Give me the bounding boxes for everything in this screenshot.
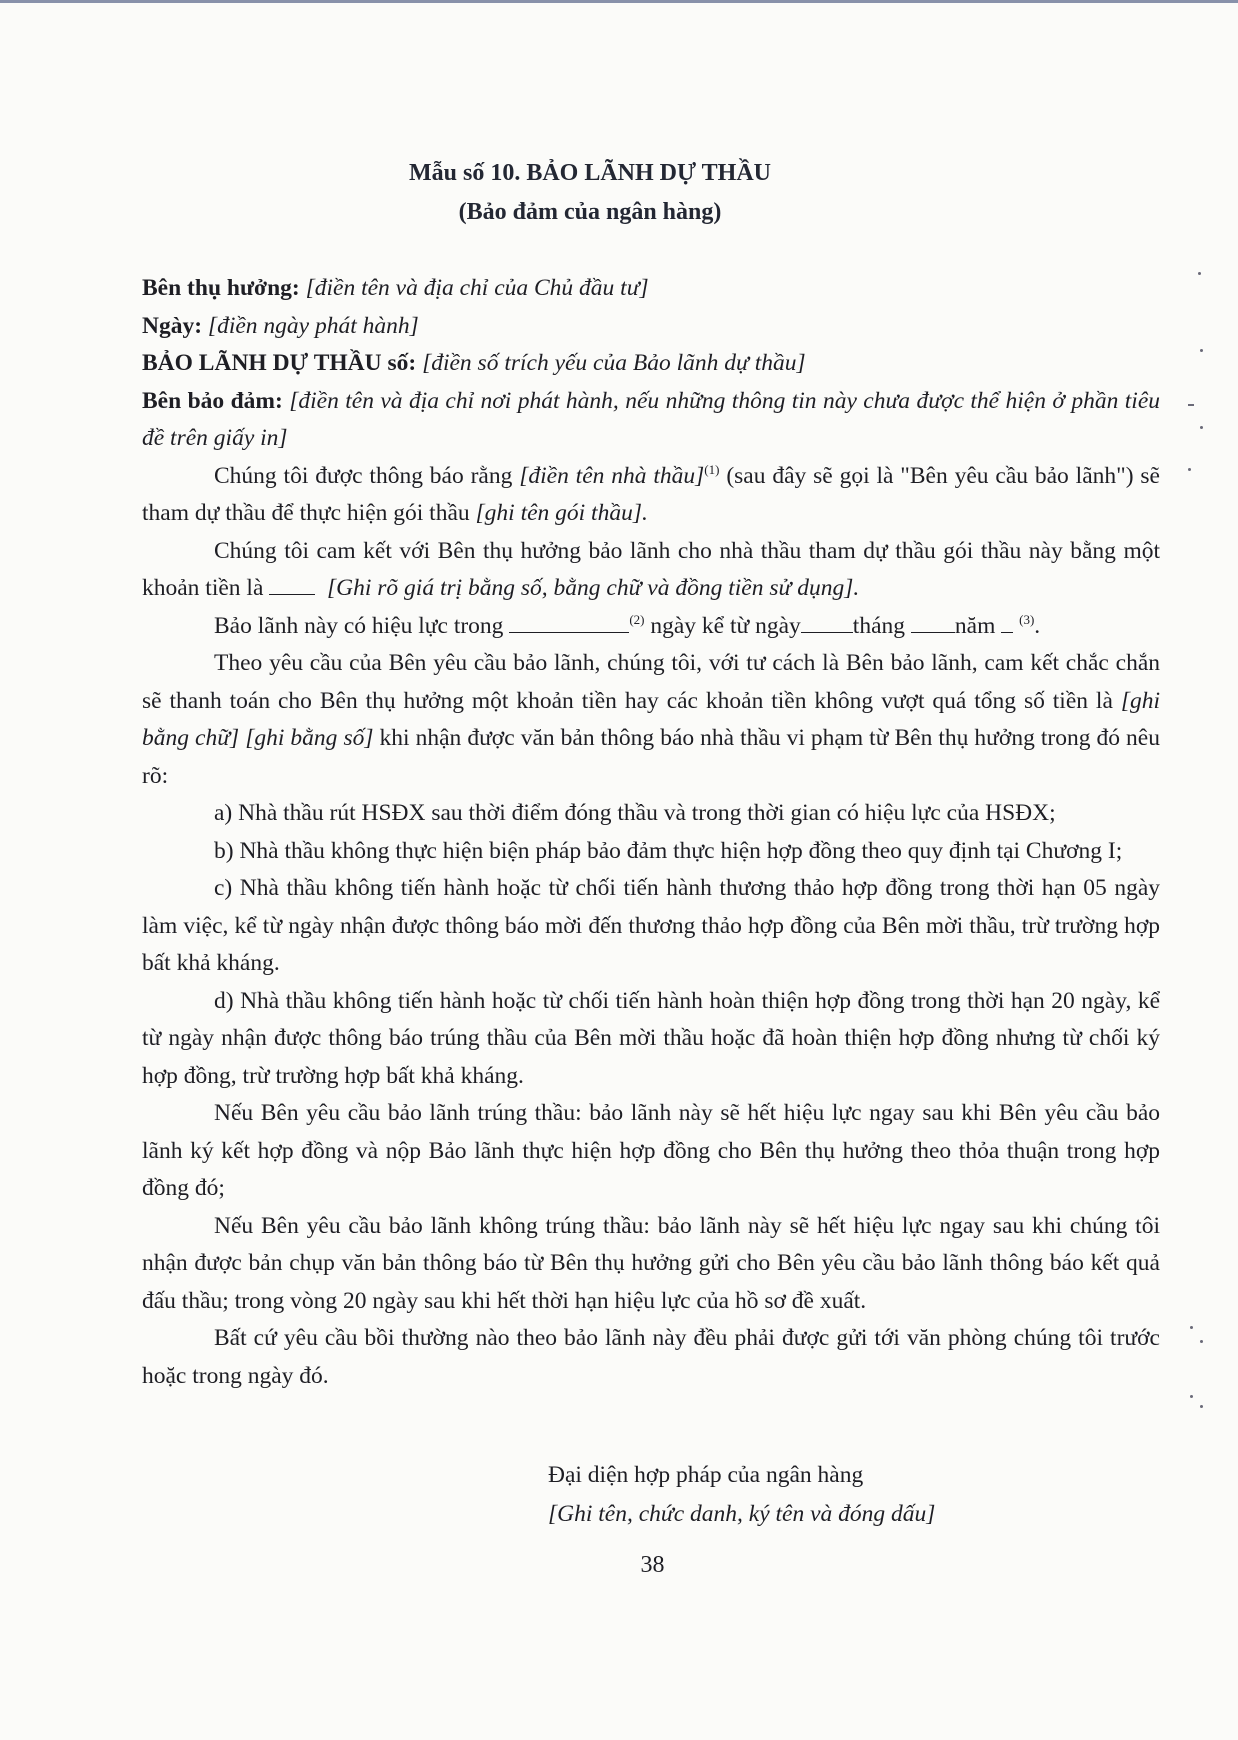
signature-title: Đại diện hợp pháp của ngân hàng [548, 1462, 864, 1488]
guarantee-number-label: BẢO LÃNH DỰ THẦU số: [142, 350, 417, 376]
violation-item-d: d) Nhà thầu không tiến hành hoặc từ chối tiến hành hoàn thiện hợp đồng trong thời hạn 20 ngày, kể từ ngày nhận được thông báo trúng thầu của Bên mời thầu hoặc đã hoàn thiện hợp đồng nhưng từ chối ký hợp đồng, trừ trường hợp bất khả kháng. [142, 987, 1160, 1089]
month-blank [911, 612, 955, 633]
claims-paragraph: Bất cứ yêu cầu bồi thường nào theo bảo lãnh này đều phải được gửi tới văn phòng chúng tôi trước hoặc trong ngày đó. [142, 1325, 1160, 1389]
footnote-2: (2) [629, 611, 645, 627]
scan-speck [1188, 404, 1194, 406]
guarantor-label: Bên bảo đảm: [142, 387, 283, 414]
commitment-paragraph [142, 533, 1160, 608]
scan-speck [1200, 349, 1203, 352]
violation-item-a: a) Nhà thầu rút HSĐX sau thời điểm đóng thầu và trong thời gian có hiệu lực của HSĐX; [214, 800, 1056, 826]
year-blank [1001, 612, 1013, 633]
validity-days-blank [509, 612, 629, 633]
winning-bid-paragraph: Nếu Bên yêu cầu bảo lãnh trúng thầu: bảo lãnh này sẽ hết hiệu lực ngay sau khi Bên yêu cầu bảo lãnh ký kết hợp đồng và nộp Bảo lãnh thực hiện hợp đồng cho Bên thụ hưởng theo thỏa thuận trong hợp đồng đó; [142, 1100, 1160, 1201]
scan-top-edge [0, 0, 1238, 3]
day-blank [801, 612, 853, 633]
guarantor-placeholder: [điền tên và địa chỉ nơi phát hành, nếu những thông tin này chưa được thể hiện ở phần tiêu đề trên giấy in] [142, 387, 1161, 451]
amount-blank [269, 574, 315, 595]
date-line [142, 308, 1160, 346]
notification-text-2: (sau đây sẽ gọi là "Bên yêu cầu bảo lãnh") sẽ tham dự thầu để thực hiện gói thầu [142, 462, 1160, 526]
beneficiary-placeholder: [điền tên và địa chỉ của Chủ đầu tư] [305, 275, 649, 301]
signature-instructions: [Ghi tên, chức danh, ký tên và đóng dấu] [548, 1501, 936, 1527]
scan-speck [1188, 468, 1191, 471]
page-number: 38 [640, 1552, 665, 1578]
scan-speck [1190, 1395, 1193, 1398]
notification-text: Chúng tôi được thông báo rằng [214, 462, 520, 489]
guarantor-line [142, 383, 1160, 458]
contractor-placeholder: [điền tên nhà thầu] [519, 462, 705, 489]
scan-speck [1198, 272, 1201, 275]
validity-text: Bảo lãnh này có hiệu lực trong [214, 612, 510, 639]
validity-paragraph [142, 608, 1160, 646]
payment-text: Theo yêu cầu của Bên yêu cầu bảo lãnh, chúng tôi, với tư cách là Bên bảo lãnh, cam kết chắc chắn sẽ thanh toán cho Bên thụ hưởng một khoản tiền hay các khoản tiền không vượt quá tổng số tiền là [142, 650, 1160, 714]
scan-speck [1200, 1340, 1203, 1343]
signature-block [548, 1456, 935, 1534]
scan-speck [1200, 1405, 1203, 1408]
date-label: Ngày: [142, 312, 203, 339]
month-text: tháng [852, 612, 911, 639]
notification-paragraph [142, 458, 1160, 533]
violation-item-c: c) Nhà thầu không tiến hành hoặc từ chối tiến hành thương thảo hợp đồng trong thời hạn 05 ngày làm việc, kể từ ngày nhận được thông báo mời đến thương thảo hợp đồng của Bên mời thầu, trừ trường hợp bất khả kháng. [142, 875, 1160, 976]
package-placeholder: [ghi tên gói thầu]. [475, 500, 648, 526]
date-placeholder: [điền ngày phát hành] [207, 312, 419, 339]
validity-end: . [1034, 612, 1041, 639]
footnote-1: (1) [704, 461, 720, 477]
form-subtitle: (Bảo đảm của ngân hàng) [458, 199, 722, 225]
violation-item-b: b) Nhà thầu không thực hiện biện pháp bảo đảm thực hiện hợp đồng theo quy định tại Chương I; [214, 837, 1123, 864]
commitment-text: Chúng tôi cam kết với Bên thụ hưởng bảo lãnh cho nhà thầu tham dự thầu gói thầu này bằng một khoản tiền là [142, 537, 1160, 601]
form-body [142, 270, 1160, 1395]
scan-speck [1200, 426, 1203, 429]
total-amount-placeholder: [ghi bằng chữ] [ghi bằng số] [142, 687, 1160, 751]
guarantee-number-line [142, 345, 1160, 383]
payment-text-2: khi nhận được văn bản thông báo nhà thầu vi phạm từ Bên thụ hưởng trong đó nêu rõ: [142, 725, 1160, 789]
scan-speck [1190, 1326, 1193, 1329]
form-title: Mẫu số 10. BẢO LÃNH DỰ THẦU [408, 160, 772, 186]
beneficiary-label: Bên thụ hưởng: [142, 275, 300, 301]
amount-placeholder: [Ghi rõ giá trị bằng số, bằng chữ và đồng tiền sử dụng]. [327, 575, 860, 601]
payment-paragraph [142, 645, 1160, 795]
year-text: năm [954, 612, 1002, 639]
losing-bid-paragraph: Nếu Bên yêu cầu bảo lãnh không trúng thầu: bảo lãnh này sẽ hết hiệu lực ngay sau khi chúng tôi nhận được bản chụp văn bản thông báo từ Bên thụ hưởng gửi cho Bên yêu cầu bảo lãnh thông báo kết quả đấu thầu; trong vòng 20 ngày sau khi hết thời hạn hiệu lực của hồ sơ đề xuất. [142, 1212, 1160, 1314]
validity-text-2: ngày kể từ ngày [644, 612, 801, 639]
beneficiary-line [142, 270, 1160, 308]
guarantee-number-placeholder: [điền số trích yếu của Bảo lãnh dự thầu] [422, 350, 806, 376]
footnote-3: (3) [1019, 611, 1035, 627]
